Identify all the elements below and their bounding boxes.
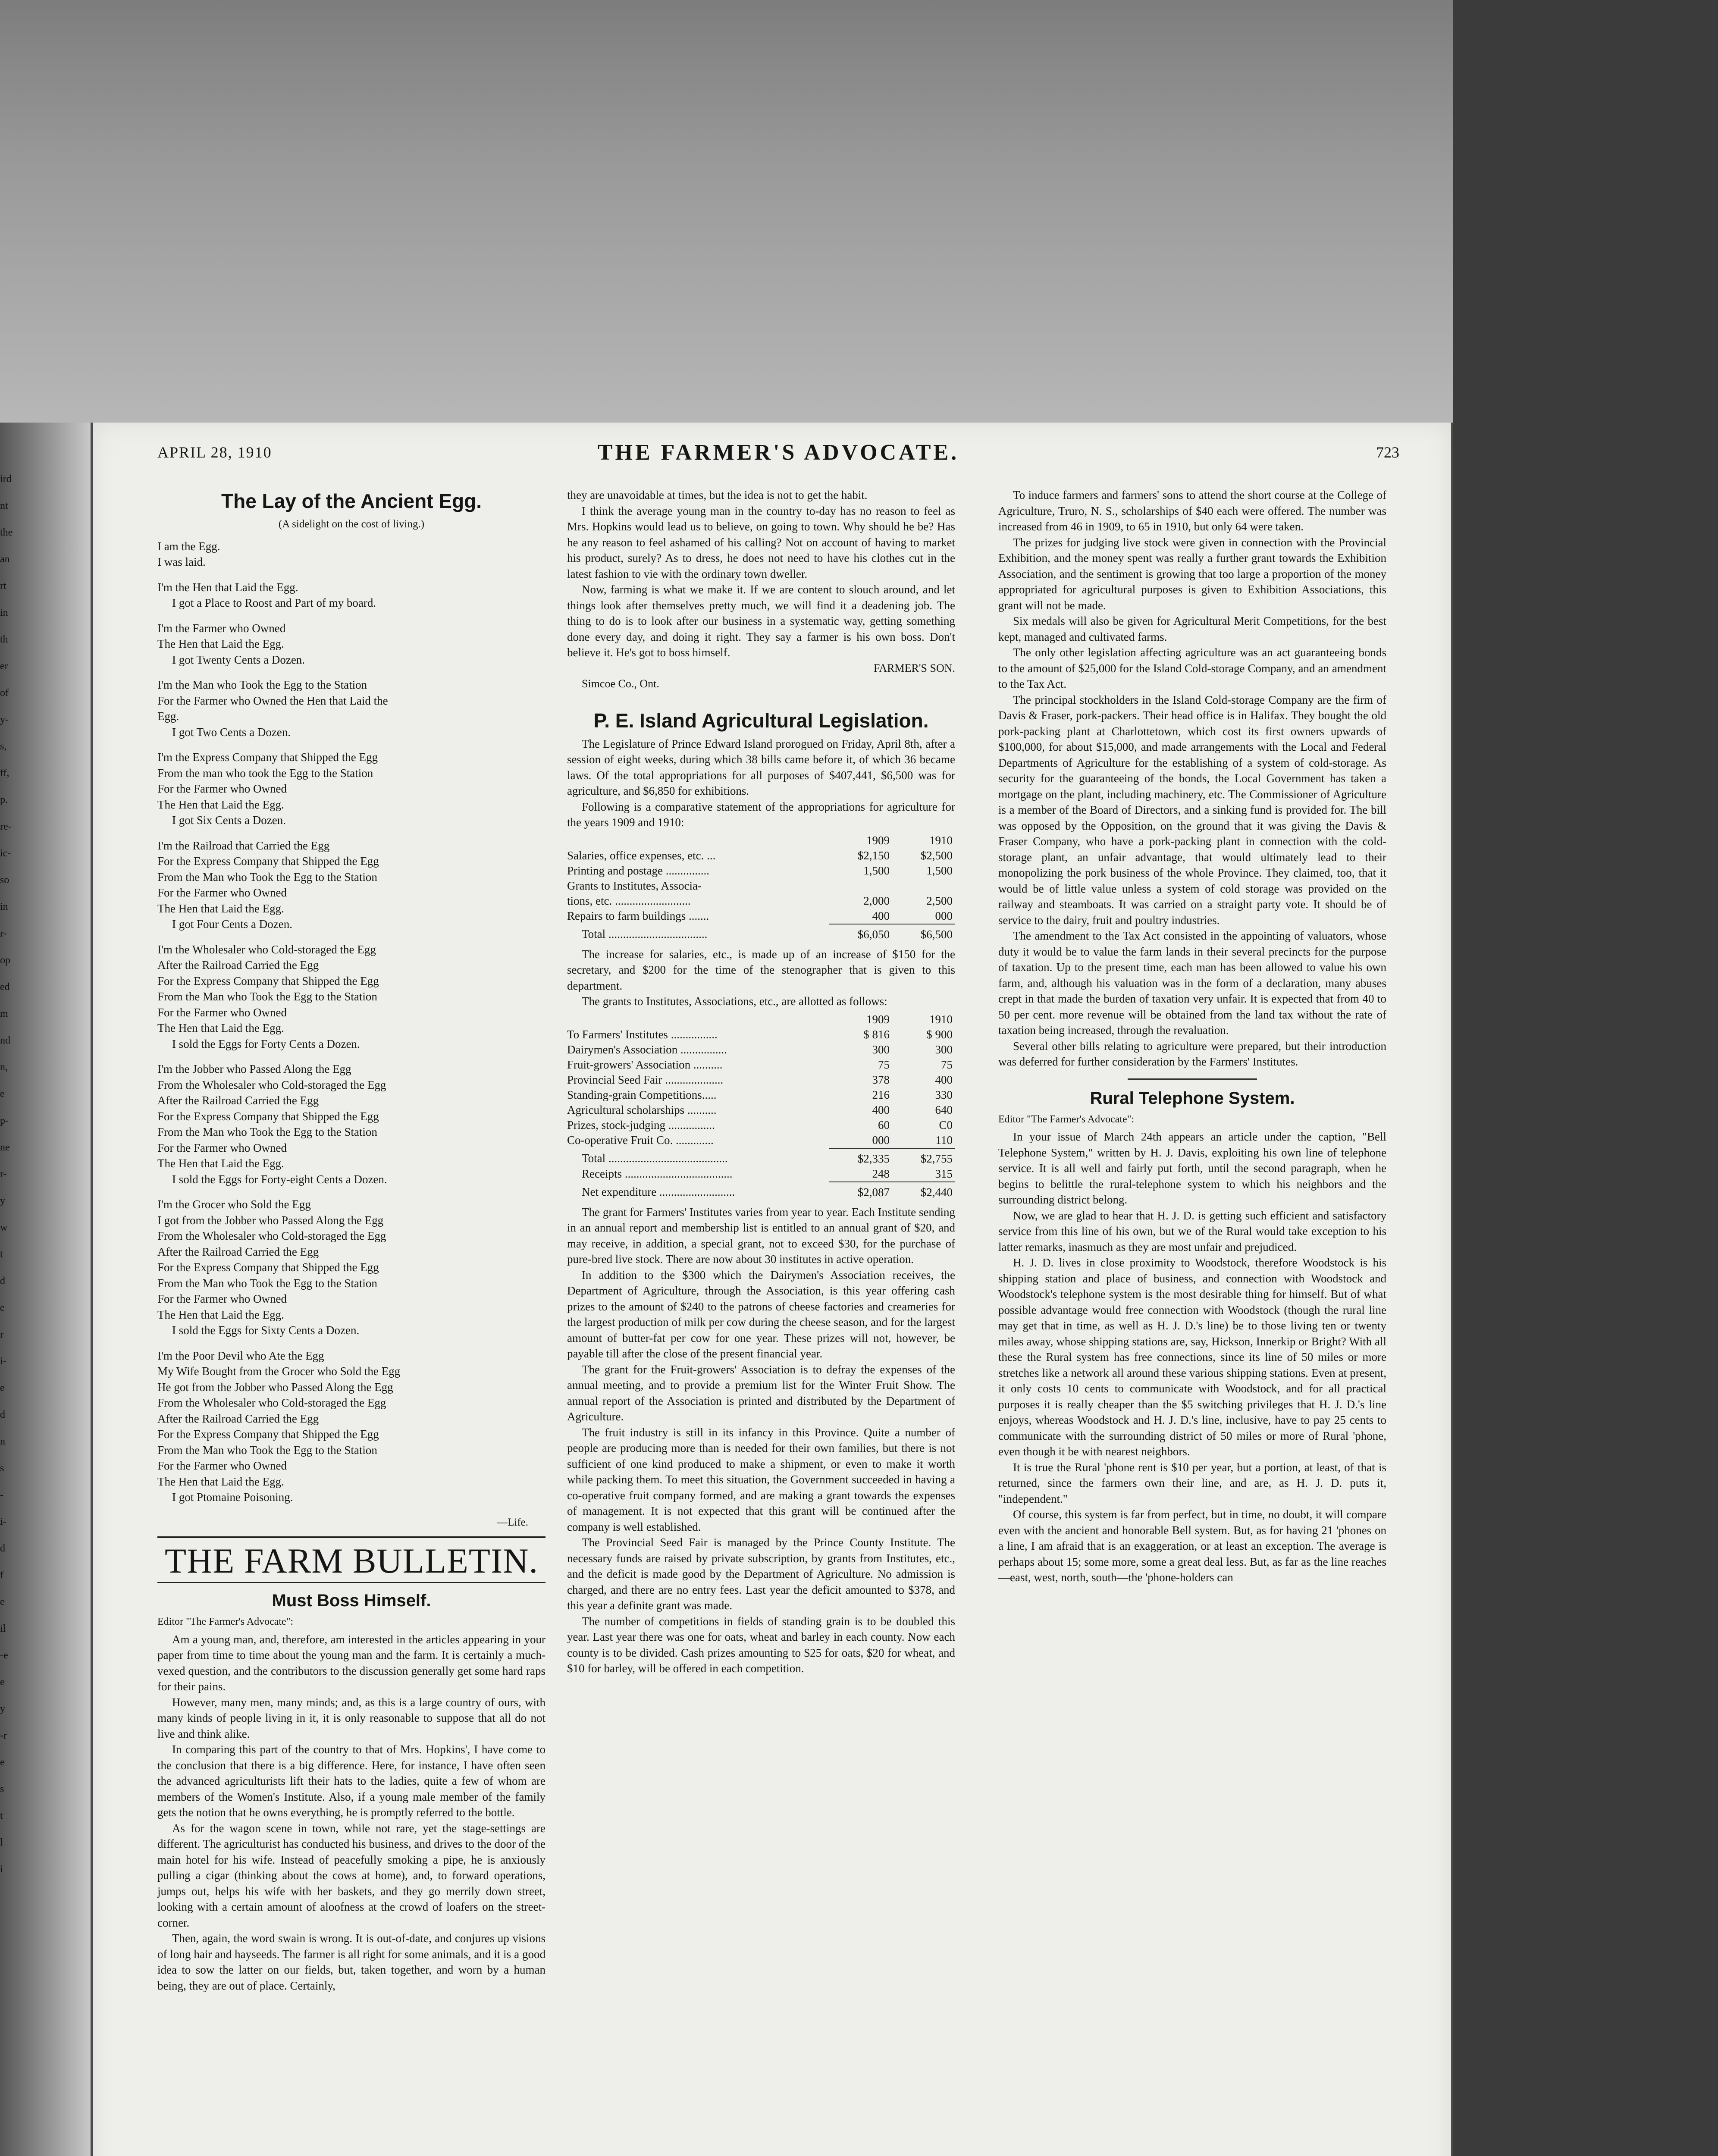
- poem-line: From the Man who Took the Egg to the Station: [157, 870, 377, 884]
- phone-title: Rural Telephone System.: [1090, 1088, 1295, 1108]
- paragraph: The number of competitions in fields of standing grain is to be doubled this year. Last year there was one for oats, wheat and barley in each county. Now each county is to be divided. Cash prizes amounting to $25 for oats, $20 for wheat, and $10 for barley, will be offered in each competition.: [567, 1614, 955, 1675]
- row-value: 378: [872, 1073, 890, 1086]
- net-1910: $2,440: [892, 1182, 955, 1200]
- margin-fragment: e: [0, 1757, 5, 1768]
- row-value: 216: [872, 1088, 890, 1101]
- row-value: 000: [935, 909, 953, 922]
- paragraph: In your issue of March 24th appears an article under the caption, "Bell Telephone System," written by H. J. Davis, exploiting his own line of telephone service. It is all well and fairly put forth, until the second paragraph, when he begins to belittle the rural-telephone system to which his neighbors and the surrounding district belong.: [998, 1130, 1386, 1206]
- margin-fragment: r-: [0, 928, 7, 939]
- receipts-1910: 315: [935, 1167, 953, 1180]
- margin-fragment: ic-: [0, 848, 11, 859]
- table-row: [567, 848, 955, 863]
- margin-fragment: m: [0, 1008, 8, 1019]
- margin-fragment: w: [0, 1222, 8, 1233]
- poem-line: After the Railroad Carried the Egg: [157, 959, 319, 971]
- paragraph: The grant for the Fruit-growers' Association is to defray the expenses of the annual meeting, and to provide a premium list for the Winter Fruit Show. The annual report of the Association is printed and distributed by the Department of Agriculture.: [567, 1363, 955, 1423]
- row-label: Repairs to farm buildings .......: [567, 909, 709, 922]
- margin-fragment: the: [0, 527, 13, 538]
- margin-fragment: e: [0, 1088, 5, 1100]
- poem-attribution: —Life.: [497, 1516, 528, 1528]
- row-value: $ 816: [863, 1028, 890, 1041]
- poem-stanza: [157, 620, 545, 668]
- row-value: 400: [872, 909, 890, 922]
- paragraph: However, many men, many minds; and, as this is a large country of ours, with many kinds of people living in it, it is only reasonable to suppose that all do not live and think alike.: [157, 1695, 545, 1740]
- margin-fragment: d: [0, 1543, 5, 1554]
- table-row: [567, 893, 955, 909]
- poem-line: For the Express Company that Shipped the Egg: [157, 1109, 379, 1123]
- paragraph: The Provincial Seed Fair is managed by the Prince County Institute. The necessary funds are raised by private subscription, by grants from Institutes, etc., and the deficit is made good by the Department of Agriculture. No admission is charged, and there are no entry fees. Last year the deficit amounted to $378, and this year a definite grant was made.: [567, 1536, 955, 1612]
- poem-line: For the Farmer who Owned: [157, 1459, 287, 1472]
- margin-fragment: t: [0, 1249, 3, 1260]
- row-value: 75: [941, 1058, 953, 1071]
- margin-fragment: l: [0, 1837, 3, 1848]
- year-header: 1910: [929, 834, 953, 847]
- paragraph: To induce farmers and farmers' sons to attend the short course at the College of Agriculture, Truro, N. S., scholarships of $40 each were offered. The number was increased from 46 in 1909, to 65 in 1910, but only 64 were taken.: [998, 489, 1386, 533]
- margin-fragment: ird: [0, 473, 12, 485]
- row-label: Provincial Seed Fair ....................: [567, 1073, 724, 1086]
- poem-stanza: [157, 1197, 545, 1338]
- poem-line: For the Express Company that Shipped the Egg: [157, 855, 379, 868]
- margin-fragment: n,: [0, 1062, 8, 1073]
- issue-date: APRIL 28, 1910: [157, 444, 272, 461]
- row-value: 330: [935, 1088, 953, 1101]
- poem-line: The Hen that Laid the Egg.: [157, 1475, 284, 1488]
- table-row: [567, 1118, 955, 1133]
- row-value: $2,500: [920, 849, 953, 862]
- poem-line: From the Man who Took the Egg to the Station: [157, 1443, 377, 1457]
- paragraph: It is true the Rural 'phone rent is $10 per year, but a portion, at least, of that is returned, since the farmers own their line, and are, as H. J. D. puts it, "independent.": [998, 1460, 1386, 1505]
- table-row: [567, 878, 955, 893]
- paragraph: H. J. D. lives in close proximity to Woodstock, therefore Woodstock is his shipping station and place of business, and connection with Woodstock and Woodstock's telephone system is the most desirable thing for himself. But of what possible advantage would free connection with Woodstock (though the rural line may get that in time, as well as H. J. D.'s line) be to those living ten or twenty miles away, whose shipping stations are, say, Hickson, Innerkip or Bright? With all these the Rural system has free connections, since its line of 50 miles or more stretches like a network all around these various shipping stations. Even at present, it only costs 10 cents to communicate with Woodstock, and for all practical purposes it is really cheaper than the $5 switching privileges that H. J. D.'s line enjoys, whereas Woodstock and H. J. D.'s line, inclusive, have to pay 25 cents to communicate with the surrounding district of 50 miles or more of Rural 'phone, even though it be with nearest neighbors.: [998, 1256, 1386, 1458]
- row-label: Dairymen's Association ................: [567, 1043, 727, 1056]
- receipts-label: Receipts .....................................: [582, 1167, 733, 1180]
- column-right: [998, 487, 1386, 1586]
- table-row: [567, 863, 955, 878]
- row-value: 400: [872, 1103, 890, 1116]
- margin-fragment: of: [0, 687, 9, 699]
- margin-fragment: e: [0, 1596, 5, 1608]
- poem-line: The Hen that Laid the Egg.: [157, 902, 284, 915]
- table-row: [567, 1133, 955, 1148]
- poem-stanza: [157, 677, 545, 740]
- margin-fragment: nd: [0, 1035, 10, 1046]
- row-value: 60: [878, 1118, 890, 1131]
- paragraph: The amendment to the Tax Act consisted in the appointing of valuators, whose duty it would be to value the farm lands in their several precincts for the purpose of taxation. Up to the present time, each man has been allowed to value his own farm, and, although his valuation was in the form of a declaration, many abuses crept in that made the burden of taxation very unfair. It is expected that from 40 to 50 per cent. more revenue will be obtained from the land tax without the rate of taxation being increased, through the revaluation.: [998, 929, 1386, 1037]
- poem-line: For the Farmer who Owned: [157, 782, 287, 795]
- total-label: Total .........................................: [582, 1151, 728, 1165]
- paragraph: The only other legislation affecting agriculture was an act guaranteeing bonds to the amount of $25,000 for the Island Cold-storage Company, and an amendment to the Tax Act.: [998, 646, 1386, 690]
- page-header: [157, 440, 1399, 466]
- row-value: $2,150: [857, 849, 890, 862]
- poem-line: I'm the Railroad that Carried the Egg: [157, 839, 330, 852]
- poem-line: From the man who took the Egg to the Station: [157, 766, 373, 780]
- paragraph: Now, we are glad to hear that H. J. D. is getting such efficient and satisfactory service from this line of his own, but we of the Rural would take exception to his latter remarks, inasmuch as they are most unfair and prejudiced.: [998, 1209, 1386, 1253]
- section-divider: [1128, 1078, 1257, 1080]
- paragraph: Following is a comparative statement of the appropriations for agriculture for the years 1909 and 1910:: [567, 800, 955, 829]
- poem-stanza: [157, 1061, 545, 1187]
- poem-line: I sold the Eggs for Forty Cents a Dozen.: [172, 1037, 360, 1050]
- paragraph: The fruit industry is still in its infancy in this Province. Quite a number of people are producing more than is needed for their own families, but there is not sufficient of one kind produced to make a shipment, or even to make it worth while packing them. To meet this situation, the Government succeeded in having a co-operative fruit company formed, and are making a grant towards the expenses of management. It is not expected that this grant will be continued after the company is well established.: [567, 1426, 955, 1533]
- row-value: 000: [872, 1133, 890, 1147]
- margin-fragment: an: [0, 554, 10, 565]
- receipts-1909: 248: [872, 1167, 890, 1180]
- row-label: Fruit-growers' Association ..........: [567, 1058, 723, 1071]
- poem-title: The Lay of the Ancient Egg.: [221, 490, 482, 512]
- margin-fragment: th: [0, 634, 8, 645]
- total-1909: $2,335: [829, 1148, 892, 1166]
- net-label: Net expenditure ..........................: [582, 1185, 735, 1198]
- poem-line: From the Man who Took the Egg to the Station: [157, 990, 377, 1003]
- poem-line: The Hen that Laid the Egg.: [157, 1022, 284, 1034]
- poem-line: I got Ptomaine Poisoning.: [172, 1491, 293, 1504]
- row-label: Standing-grain Competitions.....: [567, 1088, 717, 1101]
- poem-line: After the Railroad Carried the Egg: [157, 1412, 319, 1425]
- poem-stanza: [157, 580, 545, 611]
- poem-line: He got from the Jobber who Passed Along the Egg: [157, 1380, 393, 1394]
- poem-line: I'm the Hen that Laid the Egg.: [157, 580, 298, 594]
- editor-line: Editor "The Farmer's Advocate":: [157, 1616, 294, 1627]
- margin-fragment: s,: [0, 741, 7, 752]
- poem-line: I was laid.: [157, 555, 206, 568]
- margin-fragment: t: [0, 1810, 3, 1821]
- row-value: C0: [939, 1118, 953, 1131]
- poem-line: I got Two Cents a Dozen.: [172, 725, 291, 739]
- row-value: 300: [872, 1043, 890, 1056]
- margin-fragment: d: [0, 1275, 5, 1287]
- poem-stanza: [157, 1348, 545, 1505]
- row-label: Prizes, stock-judging ................: [567, 1118, 715, 1131]
- row-value: 2,500: [926, 894, 953, 907]
- newspaper-page: [93, 423, 1451, 2156]
- margin-fragment: n: [0, 1436, 5, 1447]
- paragraph: The grant for Farmers' Institutes varies from year to year. Each Institute sending in an annual report and membership list is entitled to an annual grant of $20, and may receive, in addition, a special grant, not to exceed $30, for the purchase of pure-bred live stock. There are now about 30 institutes in active operation.: [567, 1205, 955, 1266]
- margin-fragment: i-: [0, 1356, 6, 1367]
- margin-fragment: y: [0, 1703, 5, 1714]
- margin-fragment: er: [0, 661, 8, 672]
- paragraph: In addition to the $300 which the Dairymen's Association receives, the Department of Agriculture, through the Association, is this year offering cash prizes to the amount of $240 to the patrons of cheese factories and creameries for the largest production of milk per cow during the cheese season, and for the largest amount of butter-fat per cow for one year. These prizes will not, however, be payable till after the close of the present financial year.: [567, 1268, 955, 1360]
- table-row: [567, 909, 955, 924]
- appropriations-table: [567, 833, 955, 942]
- poem-stanza: [157, 749, 545, 828]
- margin-fragment: so: [0, 874, 9, 886]
- poem-line: The Hen that Laid the Egg.: [157, 1308, 284, 1321]
- margin-fragment: re-: [0, 821, 12, 832]
- margin-fragment: in: [0, 901, 8, 912]
- margin-fragment: il: [0, 1623, 6, 1634]
- row-value: 2,000: [863, 894, 890, 907]
- margin-fragment: i: [0, 1864, 3, 1875]
- margin-fragment: op: [0, 955, 10, 966]
- row-value: 400: [935, 1073, 953, 1086]
- poem-line: I sold the Eggs for Sixty Cents a Dozen.: [172, 1324, 360, 1337]
- column-middle: [567, 487, 955, 1677]
- margin-fragment: s: [0, 1783, 4, 1795]
- margin-fragment: e: [0, 1677, 5, 1688]
- poem-line: I'm the Jobber who Passed Along the Egg: [157, 1062, 351, 1075]
- row-value: 75: [878, 1058, 890, 1071]
- farm-bulletin-banner: THE FARM BULLETIN.: [157, 1536, 545, 1583]
- poem-line: After the Railroad Carried the Egg: [157, 1094, 319, 1107]
- paragraph: Several other bills relating to agriculture were prepared, but their introduction was deferred for further consideration by the Farmers' Institutes.: [998, 1039, 1386, 1068]
- margin-fragment: r-: [0, 1169, 7, 1180]
- table-row: [567, 1087, 955, 1103]
- total-1909: $6,050: [829, 924, 892, 942]
- row-value: [829, 878, 892, 893]
- poem-line: I sold the Eggs for Forty-eight Cents a Dozen.: [172, 1172, 387, 1186]
- table-row: [567, 1103, 955, 1118]
- row-value: 640: [935, 1103, 953, 1116]
- paragraph: The prizes for judging live stock were given in connection with the Provincial Exhibition, and the money spent was really a further grant towards the Exhibition Association, and the sentiment is growing that too large a proportion of the money appropriated for agricultural purposes is given to Exhibition Associations, this grant will not be made.: [998, 536, 1386, 612]
- poem-line: From the Man who Took the Egg to the Station: [157, 1125, 377, 1138]
- poem-line: I got Six Cents a Dozen.: [172, 814, 286, 827]
- margin-fragment: nt: [0, 500, 8, 511]
- table-row: [567, 1057, 955, 1072]
- row-label: Agricultural scholarships ..........: [567, 1103, 717, 1116]
- poem-line: I'm the Wholesaler who Cold-storaged the Egg: [157, 943, 376, 956]
- poem-line: From the Man who Took the Egg to the Station: [157, 1276, 377, 1290]
- margin-fragment: -: [0, 1489, 3, 1501]
- row-label: To Farmers' Institutes ................: [567, 1028, 718, 1041]
- poem-line: For the Farmer who Owned: [157, 1292, 287, 1305]
- poem-line: For the Farmer who Owned: [157, 886, 287, 899]
- table-row: [567, 1027, 955, 1042]
- margin-fragment: rt: [0, 580, 6, 592]
- paragraph: I think the average young man in the country to-day has no reason to feel as Mrs. Hopkins would lead us to believe, on going to town. Why should he be? Has he any reason to feel ashamed of his calling? Not on account of having to market his product, surely? As to dress, he does not need to have his clothes cut in the latest fashion to vie with the ordinary town dweller.: [567, 504, 955, 580]
- poem-line: For the Express Company that Shipped the Egg: [157, 1428, 379, 1441]
- margin-fragment: in: [0, 607, 8, 618]
- paragraph: The Legislature of Prince Edward Island prorogued on Friday, April 8th, after a session of eight weeks, during which 38 bills came before it, of which 36 became laws. Of the total appropriations for all purposes of $407,441, $6,500 was for agriculture, and $6,850 for exhibitions.: [567, 737, 955, 797]
- poem-stanza: [157, 539, 545, 570]
- year-header: 1909: [866, 1012, 890, 1026]
- paragraph: In comparing this part of the country to that of Mrs. Hopkins', I have come to the conclusion that there is a big difference. Here, for instance, I have often seen the advanced agriculturists lift their hats to the ladies, quite a few of whom are members of the Women's Institute. Also, if a young male member of the family gets the notion that he owns everything, he is promptly referred to the bottle.: [157, 1743, 545, 1819]
- poem-line: From the Wholesaler who Cold-storaged the Egg: [157, 1229, 386, 1242]
- poem-line: I am the Egg.: [157, 539, 220, 553]
- table-row: [567, 1042, 955, 1057]
- margin-fragment: -e: [0, 1650, 8, 1661]
- paragraph: Am a young man, and, therefore, am interested in the articles appearing in your paper from time to time about the young man and the farm. It is certainly a much-vexed question, and the contributors to the discussion generally get some hard raps for their pains.: [157, 1633, 545, 1693]
- poem-line: I'm the Grocer who Sold the Egg: [157, 1198, 311, 1211]
- poem-line: I got Four Cents a Dozen.: [172, 918, 292, 931]
- poem-line: The Hen that Laid the Egg.: [157, 637, 284, 650]
- poem-line: For the Farmer who Owned the Hen that Laid the: [157, 694, 388, 707]
- row-label: Printing and postage ...............: [567, 864, 709, 877]
- editor-line: Editor "The Farmer's Advocate":: [998, 1113, 1135, 1125]
- row-value: $ 900: [926, 1028, 953, 1041]
- margin-fragment: ed: [0, 981, 10, 993]
- paragraph: As for the wagon scene in town, while not rare, yet the stage-settings are different. The agriculturist has conducted his business, and drives to the door of the main hotel for his wife. Instead of peacefully smoking a pipe, he is anxiously pulling a cigar (thinking about the cows at home), and, to forward operations, jumps out, helps his wife with her baskets, and they go merrily down street, looking with a certain amount of aloofness at the crowd of loafers on the street-corner.: [157, 1821, 545, 1929]
- year-header: 1909: [866, 834, 890, 847]
- margin-fragment: ff,: [0, 768, 9, 779]
- boss-title: Must Boss Himself.: [272, 1591, 431, 1610]
- poem-line: The Hen that Laid the Egg.: [157, 1157, 284, 1170]
- paragraph: The increase for salaries, etc., is made up of an increase of $150 for the secretary, and $200 for the time of the stenographer that is given to this department.: [567, 947, 955, 992]
- pei-title: P. E. Island Agricultural Legislation.: [593, 709, 929, 732]
- margin-fragment: e: [0, 1382, 5, 1394]
- paragraph: they are unavoidable at times, but the idea is not to get the habit.: [567, 489, 868, 501]
- row-value: 300: [935, 1043, 953, 1056]
- poem-subtitle: (A sidelight on the cost of living.): [278, 518, 425, 530]
- row-value: 1,500: [863, 864, 890, 877]
- poem-line: From the Wholesaler who Cold-storaged the Egg: [157, 1078, 386, 1091]
- margin-fragment: y: [0, 1195, 5, 1206]
- margin-fragment: e: [0, 1302, 5, 1313]
- margin-fragment: i-: [0, 1516, 6, 1527]
- year-header: 1910: [929, 1012, 953, 1026]
- margin-fragment: d: [0, 1409, 5, 1420]
- margin-fragment: y-: [0, 714, 9, 725]
- poem-line: I'm the Man who Took the Egg to the Station: [157, 678, 367, 691]
- poem-line: After the Railroad Carried the Egg: [157, 1245, 319, 1258]
- paragraph: The principal stockholders in the Island Cold-storage Company are the firm of Davis & Fraser, pork-packers. Their head office is in Halifax. They bought the old pork-packing plant at Charlottetown, which cost its first owners upwards of $100,000, for about $15,000, and made arrangements with the Local and Federal Departments of Agriculture for the establishing of a system of cold-storage. As security for the guaranteeing of the bonds, the Local Government has taken a mortgage on the plant, including machinery, etc. The Commissioner of Agriculture is a member of the Board of Directors, and a sinking fund is provided for. The bill was opposed by the Opposition, on the ground that it was giving the Davis & Fraser Company, who have a pork-packing plant in connection with the cold-storage plant, an unfair advantage, that would ultimately lead to their monopolizing the pork business of the whole Province. They claimed, too, that it would be of little value unless a system of cold storage was provided on the railway and steamboats. It was carried on a straight party vote. It should be of service to the dairy, fruit and poultry industries.: [998, 693, 1386, 927]
- poem-line: For the Farmer who Owned: [157, 1141, 287, 1154]
- signature: FARMER'S SON.: [873, 661, 955, 674]
- paragraph: Then, again, the word swain is wrong. It is out-of-date, and conjures up visions of long hair and hayseeds. The farmer is all right for some animals, and it is a good idea to sow the latter on our fields, but, taken together, and worn by a human being, they are out of place. Certainly,: [157, 1932, 545, 1992]
- margin-fragment: s: [0, 1463, 4, 1474]
- paragraph: Six medals will also be given for Agricultural Merit Competitions, for the best kept, managed and cultivated farms.: [998, 614, 1386, 643]
- margin-fragment: p-: [0, 1115, 9, 1126]
- poem-line: I got Twenty Cents a Dozen.: [172, 653, 305, 666]
- column-left: [157, 487, 545, 1993]
- poem-line: I'm the Express Company that Shipped the Egg: [157, 751, 378, 764]
- row-label: Co-operative Fruit Co. .............: [567, 1133, 714, 1147]
- poem-line: For the Express Company that Shipped the Egg: [157, 974, 379, 987]
- total-label: Total ..................................: [582, 927, 708, 940]
- row-value: 1,500: [926, 864, 953, 877]
- previous-page-edge: [0, 466, 26, 1883]
- masthead: THE FARMER'S ADVOCATE.: [597, 440, 959, 465]
- row-label: Salaries, office expenses, etc. ...: [567, 849, 716, 862]
- margin-fragment: r: [0, 1329, 3, 1340]
- paragraph: The grants to Institutes, Associations, etc., are allotted as follows:: [582, 995, 887, 1008]
- page-number: 723: [1376, 444, 1399, 461]
- total-1910: $6,500: [892, 924, 955, 942]
- table-row: [567, 1072, 955, 1087]
- grants-table: [567, 1012, 955, 1200]
- poem-line: I'm the Poor Devil who Ate the Egg: [157, 1349, 324, 1362]
- net-1909: $2,087: [829, 1182, 892, 1200]
- poem-line: The Hen that Laid the Egg.: [157, 798, 284, 811]
- row-label: tions, etc. ..........................: [567, 894, 691, 907]
- row-value: [892, 878, 955, 893]
- poem-line: From the Wholesaler who Cold-storaged the Egg: [157, 1396, 386, 1409]
- poem-stanza: [157, 838, 545, 932]
- poem-line: For the Express Company that Shipped the Egg: [157, 1261, 379, 1274]
- row-value: 110: [935, 1133, 953, 1147]
- margin-fragment: -r: [0, 1730, 7, 1741]
- poem-line: Egg.: [157, 710, 179, 723]
- poem-body: [157, 539, 545, 1505]
- paragraph: Now, farming is what we make it. If we are content to slouch around, and let things look after themselves pretty much, we will find it a deadening job. The thing to do is to look after our business in a systematic way, getting something done every day, and doing it right. They say a farmer is his own boss. Don't believe it. He's got to boss himself.: [567, 583, 955, 659]
- poem-line: My Wife Bought from the Grocer who Sold the Egg: [157, 1365, 401, 1378]
- poem-line: For the Farmer who Owned: [157, 1006, 287, 1019]
- total-1910: $2,755: [892, 1148, 955, 1166]
- poem-line: I'm the Farmer who Owned: [157, 621, 286, 635]
- row-label: Grants to Institutes, Associa-: [567, 879, 702, 892]
- poem-line: I got a Place to Roost and Part of my board.: [172, 596, 376, 609]
- poem-line: I got from the Jobber who Passed Along the Egg: [157, 1213, 384, 1227]
- poem-stanza: [157, 942, 545, 1052]
- margin-fragment: f: [0, 1570, 3, 1581]
- paragraph: Of course, this system is far from perfect, but in time, no doubt, it will compare even with the ancient and honorable Bell system. But, as for having 21 'phones on a line, I am afraid that is an exaggeration, or at least an exception. The average is perhaps about 15; some more, some a great deal less. But, as far as the line reaches—east, west, north, south—the 'phone-holders can: [998, 1508, 1386, 1584]
- margin-fragment: ne: [0, 1142, 10, 1153]
- signature-place: Simcoe Co., Ont.: [582, 677, 659, 690]
- margin-fragment: p.: [0, 794, 8, 805]
- scan-background-right: [1453, 0, 1718, 2156]
